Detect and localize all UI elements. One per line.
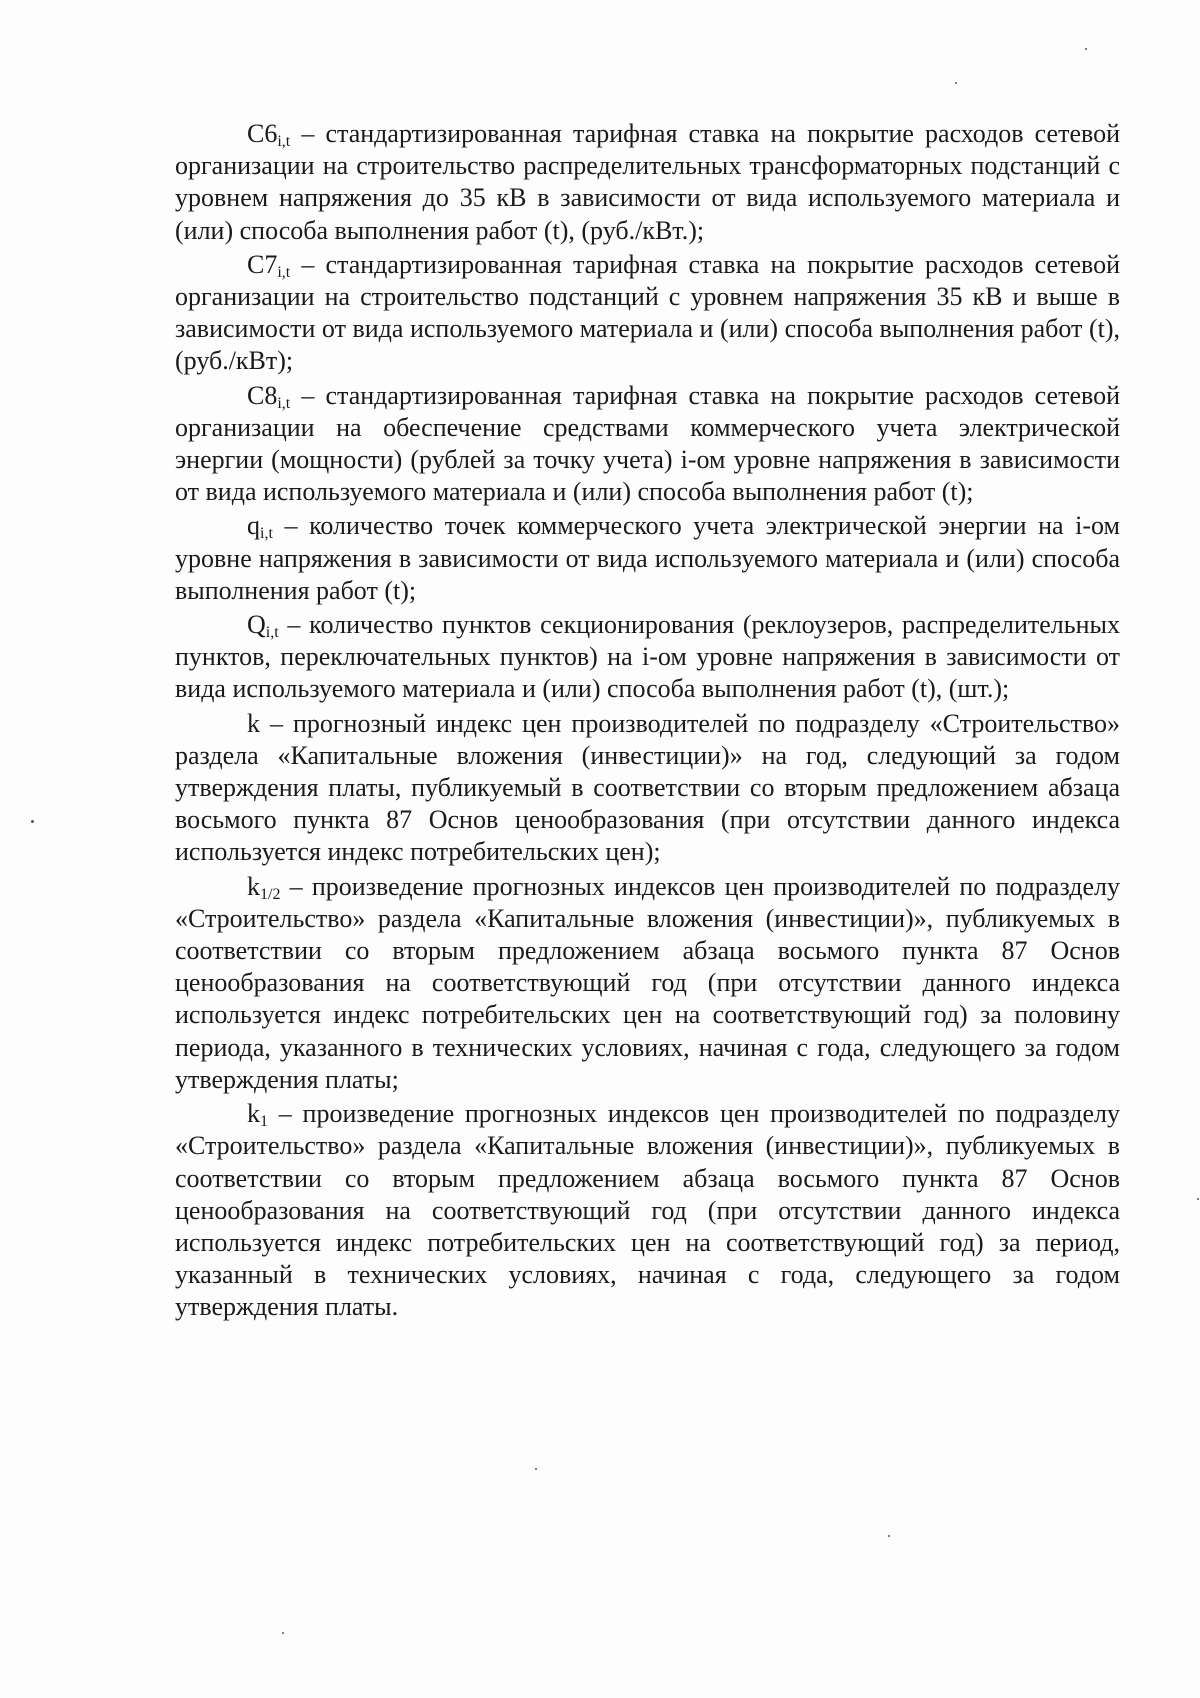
document-body	[175, 118, 1120, 1326]
definition-Q	[175, 609, 1120, 706]
definition-c7	[175, 249, 1120, 378]
scan-speck	[282, 1632, 284, 1634]
scan-speck	[1085, 48, 1087, 50]
scan-speck	[888, 1535, 890, 1537]
scan-speck	[1197, 1198, 1199, 1200]
symbol: Q	[247, 610, 266, 640]
symbol: C8	[247, 380, 278, 410]
subscript: i,t	[260, 525, 273, 543]
subscript: i,t	[277, 133, 291, 150]
definition-text: – прогнозный индекс цен производителей по подразделу «Строительство» раздела «Капитальные вложения (инвестиции)» на год, следующий за годом утверждения платы, публикуемый в соответствии со вторым предложением абзаца восьмого пункта 87 Основ ценообразования (при отсутствии данного индекса используется индекс потребительских цен);	[175, 708, 1120, 867]
subscript: 1	[260, 1113, 268, 1131]
symbol: C6	[247, 119, 278, 148]
definition-k1	[175, 1098, 1120, 1323]
subscript: 1/2	[260, 885, 281, 903]
subscript: i,t	[277, 394, 291, 412]
definition-text: – произведение прогнозных индексов цен производителей по подразделу «Строительство» раздела «Капитальные вложения (инвестиции)», публикуемых в соответствии со вторым предложением абзаца восьмого пункта 87 Основ ценообразования на соответствующий год (при отсутствии данного индекса используется индекс потребительских цен на соответствующий год) за половину периода, указанного в технических условиях, начиная с года, следующего за годом утверждения платы;	[175, 871, 1120, 1094]
symbol: k	[247, 708, 260, 738]
symbol: q	[247, 511, 260, 541]
definition-text: – стандартизированная тарифная ставка на покрытие расходов сетевой организации на строительство подстанций с уровнем напряжения 35 кВ и выше в зависимости от вида используемого материала и (или) способа выполнения работ (t), (руб./кВт);	[175, 249, 1120, 376]
symbol: C7	[247, 249, 278, 279]
scan-speck	[31, 820, 34, 823]
definition-text: – стандартизированная тарифная ставка на покрытие расходов сетевой организации на обеспечение средствами коммерческого учета электрической энергии (мощности) (рублей за точку учета) i-ом уровне напряжения в зависимости от вида используемого материала и (или) способа выполнения работ (t);	[175, 380, 1120, 507]
definition-k	[175, 708, 1120, 869]
definition-text: – количество точек коммерческого учета электрической энергии на i-ом уровне напряжения в зависимости от вида используемого материала и (или) способа выполнения работ (t);	[175, 511, 1120, 605]
definition-text: – произведение прогнозных индексов цен производителей по подразделу «Строительство» раздела «Капитальные вложения (инвестиции)», публикуемых в соответствии со вторым предложением абзаца восьмого пункта 87 Основ ценообразования на соответствующий год (при отсутствии данного индекса используется индекс потребительских цен на соответствующий год) за период, указанный в технических условиях, начиная с года, следующего за годом утверждения платы.	[175, 1099, 1120, 1322]
symbol: k	[247, 871, 260, 901]
definition-c6	[175, 118, 1120, 247]
scan-speck	[535, 1468, 537, 1470]
definition-k-half	[175, 871, 1120, 1096]
symbol: k	[247, 1099, 260, 1129]
definition-text: – количество пунктов секционирования (реклоузеров, распределительных пунктов, переключательных пунктов) на i-ом уровне напряжения в зависимости от вида используемого материала и (или) способа выполнения работ (t), (шт.);	[175, 610, 1120, 704]
scan-speck	[955, 82, 957, 84]
subscript: i,t	[277, 263, 291, 281]
definition-c8	[175, 380, 1120, 509]
definition-q	[175, 510, 1120, 607]
subscript: i,t	[265, 624, 279, 642]
definition-text: – стандартизированная тарифная ставка на покрытие расходов сетевой организации на строительство распределительных трансформаторных подстанций с уровнем напряжения до 35 кВ в зависимости от вида используемого материала и (или) способа выполнения работ (t), (руб./кВт.);	[175, 119, 1120, 245]
